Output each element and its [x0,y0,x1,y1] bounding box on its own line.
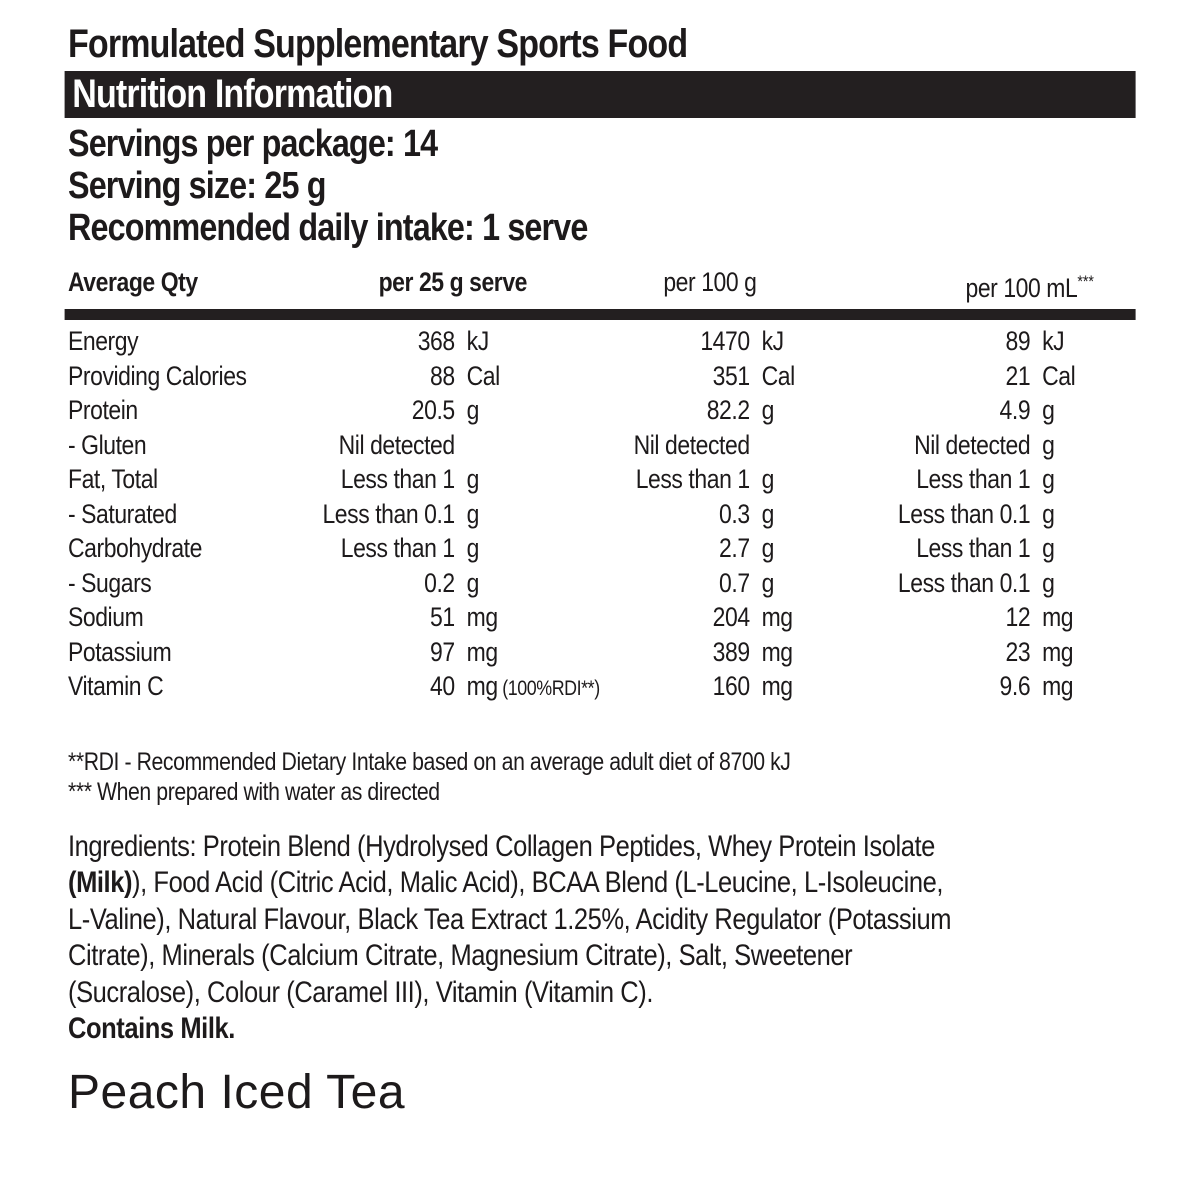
value-per-100ml: 23 [1005,636,1031,667]
servings-per-package-line [68,123,1200,165]
ingredients-text: (Sucralose), Colour (Caramel III), Vitamin (Vitamin C). [68,975,654,1009]
value-per-serve: 20.5 [411,395,455,425]
nutrient-name: Sodium [68,602,144,632]
nutrient-name: Protein [68,395,138,425]
servings-value: 14 [402,123,438,165]
value-per-100ml: 9.6 [999,671,1031,701]
unit-per-100g: g [761,498,774,529]
unit-per-100g: g [761,395,774,425]
unit-per-serve: g [466,533,480,563]
unit-per-serve: g [466,395,480,425]
recommended-daily-intake-line [68,207,1200,249]
value-per-serve: 51 [430,602,455,632]
servings-label: Servings per package: [68,123,395,165]
table-header-row [68,266,1135,304]
footnote-line: *** When prepared with water as directed [68,777,440,806]
value-per-100g: 160 [712,671,750,701]
value-per-100g: Nil detected [633,429,750,460]
unit-per-100ml: g [1042,464,1055,494]
ingredients-line [68,938,1200,975]
unit-per-100g: g [761,567,774,598]
unit-per-100ml: g [1042,429,1055,460]
serving-info-block [68,123,1200,249]
value-per-100g: 204 [712,602,750,632]
unit-per-100g: mg [761,671,793,701]
column-header-per-100g: per 100 g [663,267,757,297]
table-row [68,359,1135,394]
unit-per-serve: mg [466,636,498,667]
value-per-serve: 40 [430,671,455,701]
value-per-100g: Less than 1 [635,464,750,494]
unit-per-100ml: g [1042,498,1055,529]
ingredients-line [68,865,1200,902]
value-per-100ml: 89 [1005,326,1031,356]
ingredients-line [68,902,1200,939]
nutrition-information-bar [65,71,1136,118]
unit-per-100g: mg [761,602,793,632]
unit-per-serve: g [466,498,480,529]
serving-size-line [68,165,1200,207]
value-per-serve: 97 [430,636,455,667]
value-per-100g: 351 [712,360,750,391]
value-per-serve: 88 [430,360,455,391]
nutrient-name: Fat, Total [68,464,158,494]
column-header-average-qty: Average Qty [68,267,198,297]
ingredients-text: Ingredients: Protein Blend (Hydrolysed Collagen Peptides, Whey Protein Isolate [68,829,935,863]
table-row [68,324,1135,359]
table-row [68,497,1135,532]
category-title: Formulated Supplementary Sports Food [68,22,688,66]
unit-per-100ml: mg [1042,636,1074,667]
value-per-serve: Less than 0.1 [322,498,455,529]
nutrient-name: - Saturated [68,498,177,529]
nutrient-name: Vitamin C [68,671,164,701]
value-per-100ml: Less than 1 [916,533,1031,563]
table-row [68,635,1135,670]
unit-per-100g: Cal [761,360,795,391]
column-header-per-serve: per 25 g serve [378,267,527,297]
flavor-name: Peach Iced Tea [68,1066,406,1119]
unit-per-100ml: mg [1042,671,1074,701]
unit-per-100ml: g [1042,395,1055,425]
value-per-serve: 368 [417,326,455,356]
table-row [68,669,1135,707]
unit-per-100g: g [761,464,774,494]
value-per-100ml: Less than 0.1 [897,567,1031,598]
nutrient-name: Carbohydrate [68,533,202,563]
ingredients-paragraph [68,829,1200,1012]
unit-per-100ml: mg [1042,602,1074,632]
column-header-per-100ml-text: per 100 mL [965,273,1078,303]
unit-per-100g: kJ [761,326,784,356]
value-per-100ml: Less than 1 [916,464,1031,494]
table-row [68,531,1135,566]
value-per-100ml: 12 [1005,602,1031,632]
unit-per-100g: g [761,533,774,563]
value-per-100g: 82.2 [706,395,750,425]
unit-per-100ml: g [1042,533,1055,563]
value-per-100g: 1470 [700,326,750,356]
footnotes-block [68,747,1200,807]
ingredients-line [68,975,1200,1012]
ingredients-text: Citrate), Minerals (Calcium Citrate, Magnesium Citrate), Salt, Sweetener [68,939,853,972]
unit-per-serve [455,428,527,463]
panel-title: Nutrition Information [72,72,393,116]
value-per-100g: 0.3 [719,498,750,529]
unit-per-serve: g [466,567,480,598]
footnote-marker: *** [1077,272,1094,291]
ingredients-line [68,829,1200,866]
allergen-statement: Contains Milk. [68,1012,235,1045]
unit-per-100ml: kJ [1042,326,1065,356]
value-per-100ml: Nil detected [914,429,1031,460]
rdi-label: Recommended daily intake: [68,207,474,249]
value-per-100g: 389 [712,636,750,667]
nutrient-name: Energy [68,326,139,356]
serving-size-label: Serving size: [68,165,257,207]
serving-size-value: 25 g [264,165,326,207]
allergen-highlight: (Milk) [68,866,133,899]
value-per-serve: Less than 1 [340,464,455,494]
footnote-line: **RDI - Recommended Dietary Intake based on an average adult diet of 8700 kJ [68,747,791,776]
value-per-serve: Less than 1 [340,533,455,563]
nutrient-name: Providing Calories [68,360,247,391]
value-per-100g: 0.7 [719,567,750,598]
rdi-percent-note: (100%RDI**) [497,677,600,700]
table-row [68,393,1135,428]
unit-per-serve: kJ [466,326,489,356]
table-row [68,428,1135,463]
table-row [68,566,1135,601]
header-divider-rule [65,309,1136,320]
unit-per-serve: mg (100%RDI**) [466,671,600,701]
value-per-100ml: 4.9 [999,395,1031,425]
nutrition-table-body [68,324,1200,707]
value-per-serve: 0.2 [424,567,455,598]
table-row [68,600,1135,635]
nutrient-name: - Gluten [68,429,147,460]
nutrient-name: - Sugars [68,567,152,598]
value-per-serve: Nil detected [338,429,455,460]
unit-per-serve: mg [466,602,498,632]
ingredients-text: L-Valine), Natural Flavour, Black Tea Extract 1.25%, Acidity Regulator (Potassium [68,902,952,936]
rdi-value: 1 serve [482,207,588,249]
ingredients-text: ), Food Acid (Citric Acid, Malic Acid), BCAA Blend (L-Leucine, L-Isoleucine, [132,866,944,899]
column-header-per-100ml [825,266,1135,304]
unit-per-100ml: g [1042,567,1055,598]
value-per-100ml: Less than 0.1 [897,498,1031,529]
unit-per-serve: Cal [466,360,500,391]
unit-per-serve: g [466,464,480,494]
nutrient-name: Potassium [68,636,172,667]
unit-per-100g: mg [761,636,793,667]
value-per-100ml: 21 [1005,360,1031,391]
unit-per-100g [750,428,825,463]
value-per-100g: 2.7 [719,533,750,563]
unit-per-100ml: Cal [1042,360,1076,391]
table-row [68,462,1135,497]
